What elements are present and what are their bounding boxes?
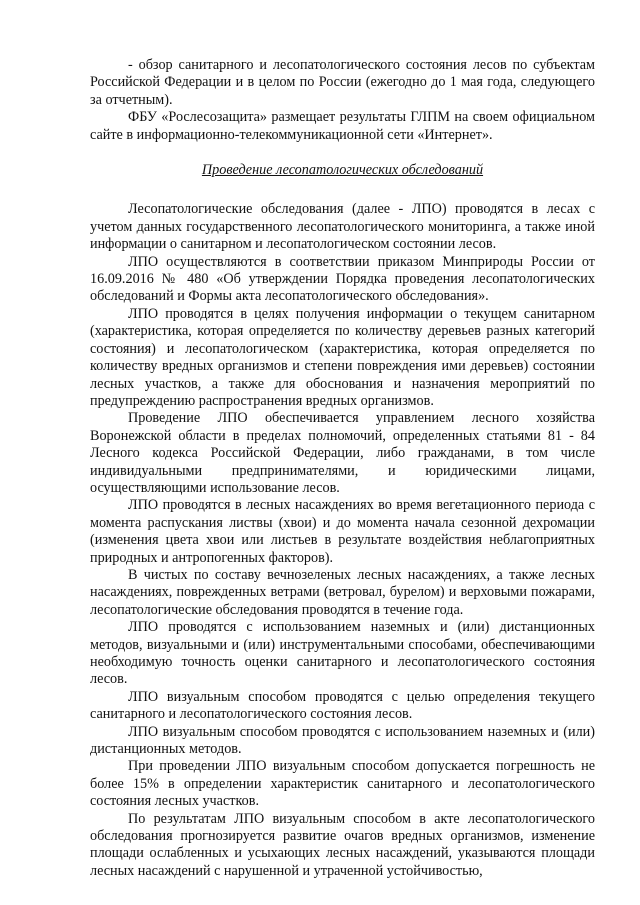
- paragraph: ЛПО проводятся с использованием наземных и (или) дистанционных методов, визуальными и (или) инструментальными способами, обеспечивающими необходимую точность оценки санитарного и лесопатологического состояния лесов.: [90, 619, 595, 688]
- intro-paragraph: ФБУ «Рослесозащита» размещает результаты ГЛПМ на своем официальном сайте в информационно-телекоммуникационной сети «Интернет».: [90, 109, 595, 143]
- intro-list-item: - обзор санитарного и лесопатологического состояния лесов по субъектам Российской Федерации и в целом по России (ежегодно до 1 мая года, следующего за отчетным).: [90, 57, 595, 108]
- document-page: [90, 57, 595, 880]
- paragraph: В чистых по составу вечнозеленых лесных насаждениях, а также лесных насаждениях, поврежденных ветрами (ветровал, бурелом) и верховыми пожарами, лесопатологические обследования проводятся в течение года.: [90, 566, 595, 618]
- paragraph: ЛПО визуальным способом проводятся с использованием наземных и (или) дистанционных методов.: [90, 723, 595, 758]
- paragraph: По результатам ЛПО визуальным способом в акте лесопатологического обследования прогнозируется развитие очагов вредных организмов, изменение площади ослабленных и усыхающих лесных насаждений, указываются площади лесных насаждений с нарушенной и утраченной устойчивостью,: [90, 810, 595, 879]
- section-heading: Проведение лесопатологических обследований: [201, 162, 484, 179]
- paragraph: При проведении ЛПО визуальным способом допускается погрешность не более 15% в определении характеристик санитарного и лесопатологического состояния лесных участков.: [90, 758, 595, 810]
- paragraph: ЛПО проводятся в целях получения информации о текущем санитарном (характеристика, которая определяется по количеству деревьев разных категорий состояния) и лесопатологическом (характеристика, которая определяется по количеству вредных организмов и степени повреждения ими деревьев) состоянии лесных участков, а также для обоснования и назначения мероприятий по предупреждению распространения вредных организмов.: [90, 305, 595, 409]
- paragraph: Проведение ЛПО обеспечивается управлением лесного хозяйства Воронежской области в пределах полномочий, определенных статьями 81 - 84 Лесного кодекса Российской Федерации, либо гражданами, в том числе индивидуальными предпринимателями, и юридическими лицами, осуществляющими использование лесов.: [90, 410, 595, 496]
- paragraph: ЛПО визуальным способом проводятся с целью определения текущего санитарного и лесопатологического состояния лесов.: [90, 688, 595, 723]
- paragraph: ЛПО проводятся в лесных насаждениях во время вегетационного периода с момента распускания листвы (хвои) и до момента начала сезонной дехромации (изменения цвета хвои или листьев в результате воздействия неблагоприятных природных и антропогенных факторов).: [90, 497, 595, 566]
- paragraph: ЛПО осуществляются в соответствии приказом Минприроды России от 16.09.2016 № 480 «Об утверждении Порядка проведения лесопатологических обследований и Формы акта лесопатологического обследования».: [90, 253, 595, 305]
- paragraph: Лесопатологические обследования (далее - ЛПО) проводятся в лесах с учетом данных государственного лесопатологического мониторинга, а также иной информации о санитарном и лесопатологическом состоянии лесов.: [90, 201, 595, 253]
